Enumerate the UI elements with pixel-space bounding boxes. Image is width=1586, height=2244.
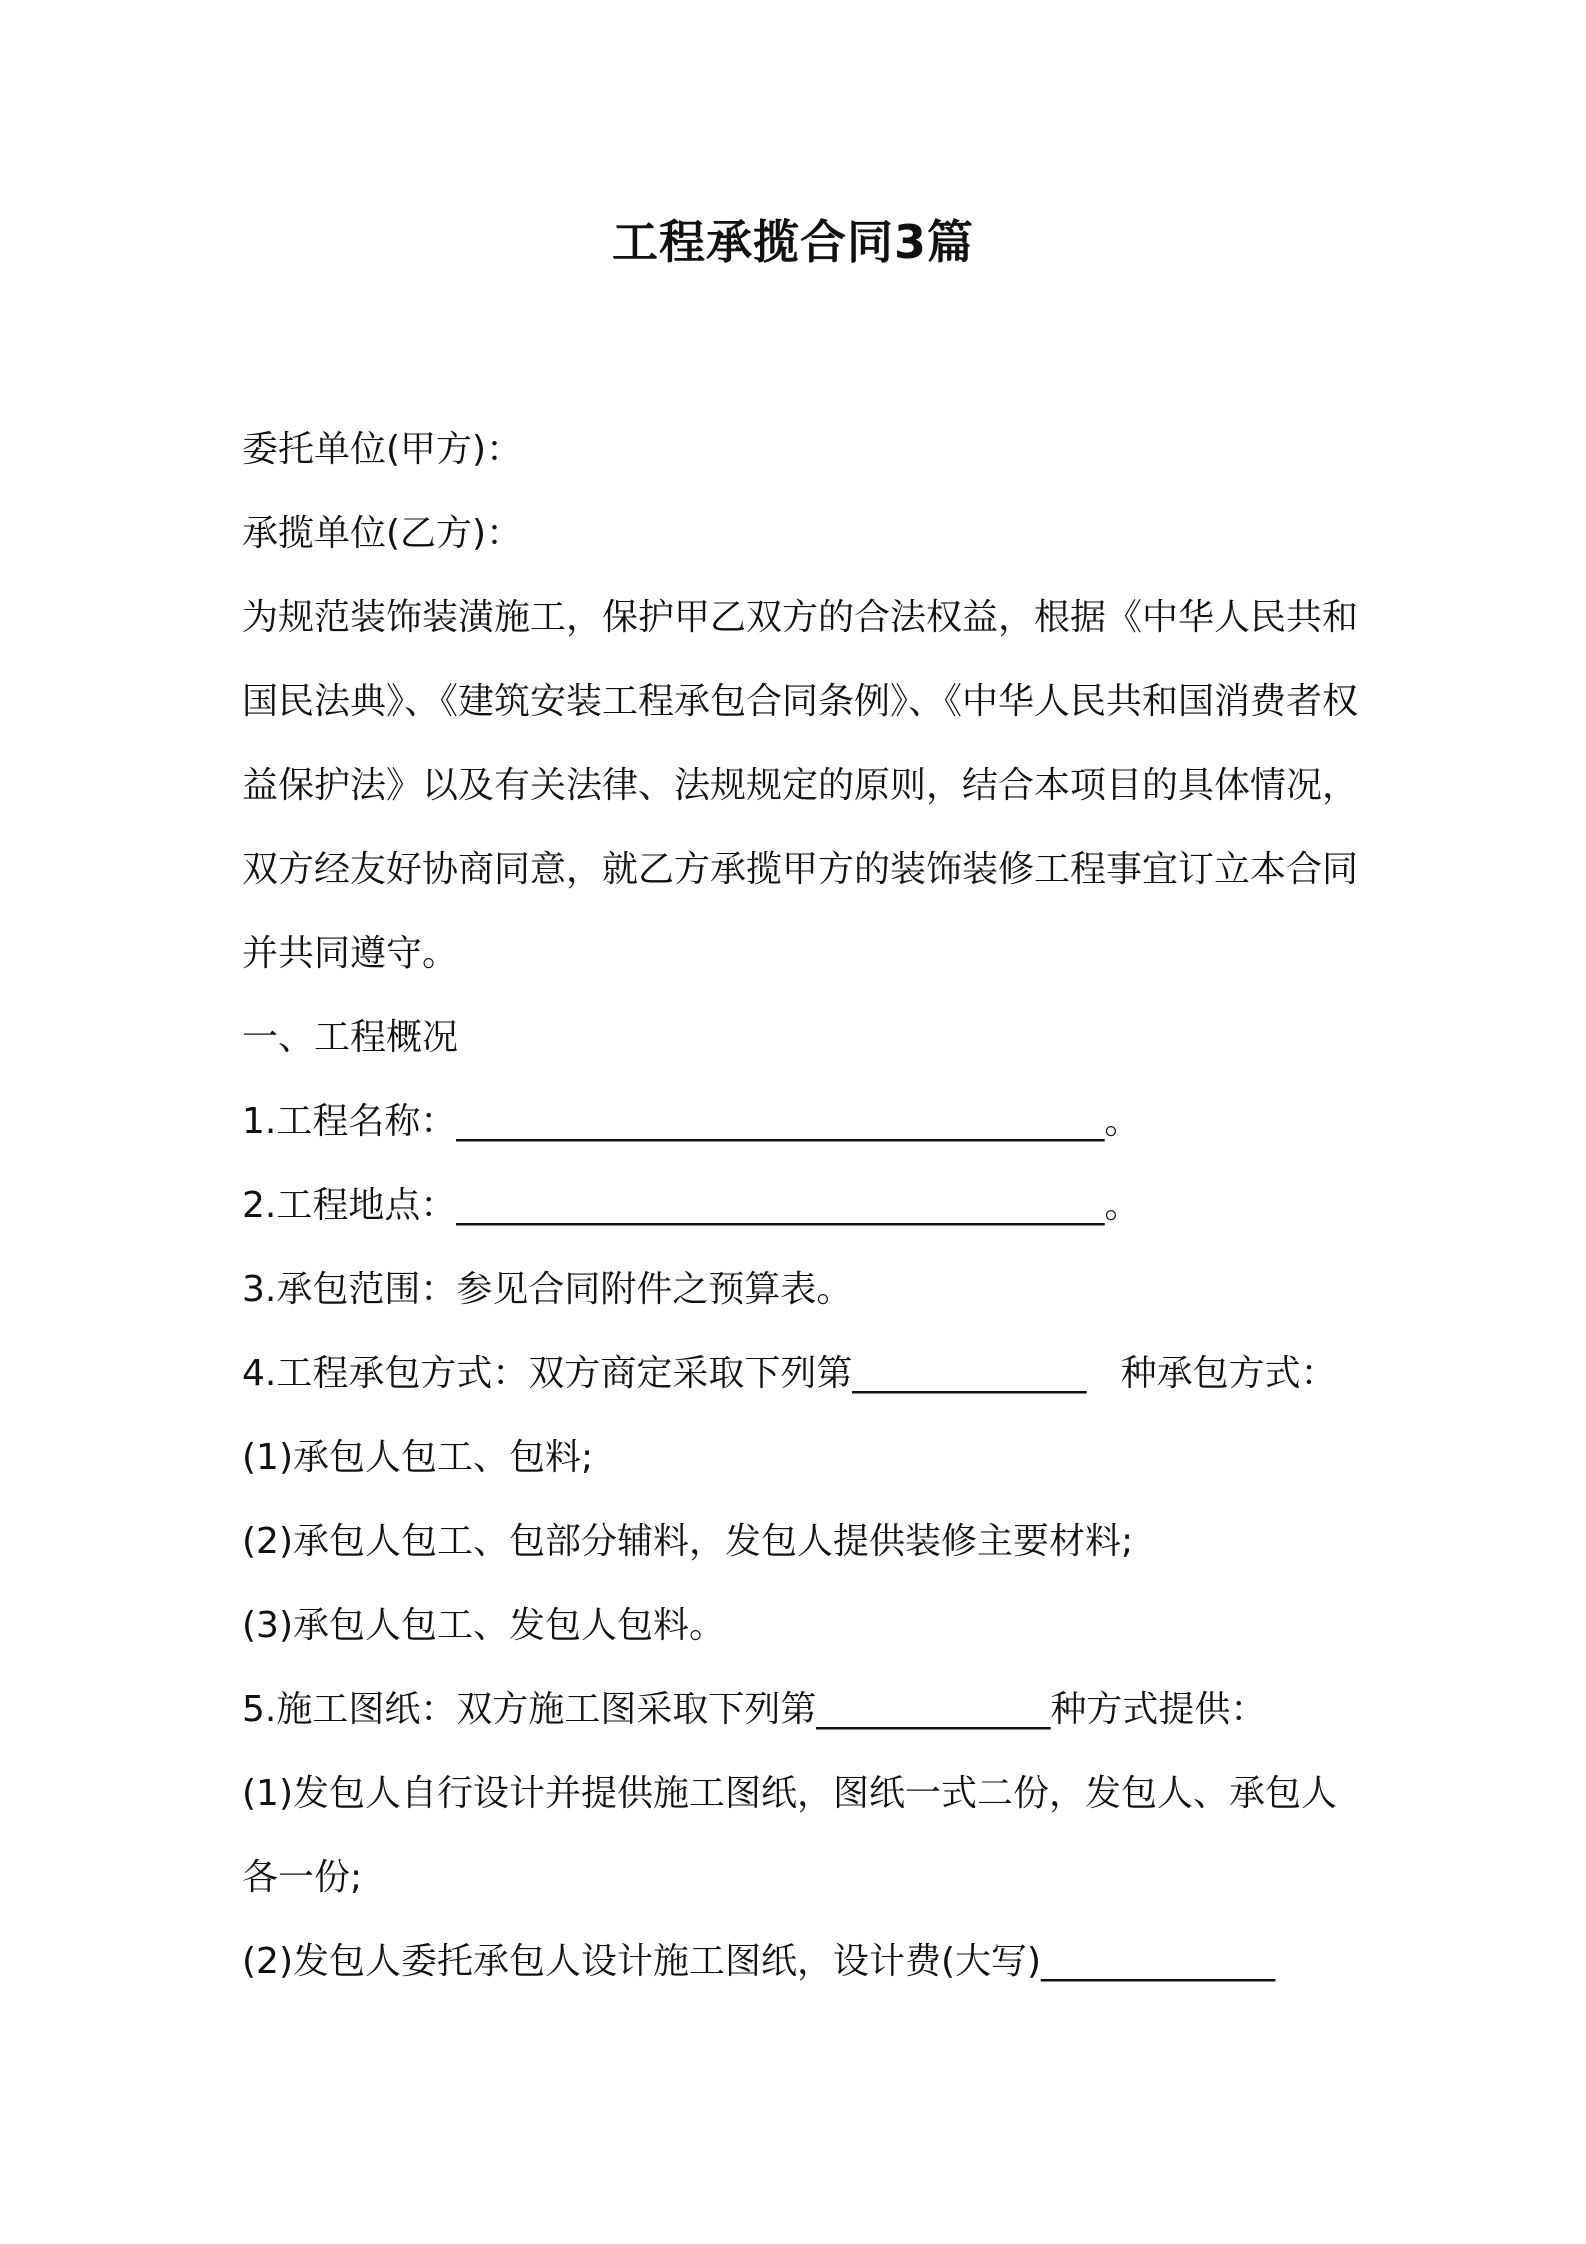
drawings-option-1: (1)发包人自行设计并提供施工图纸，图纸一式二份，发包人、承包人各一份; <box>242 1773 1337 1898</box>
clause-construction-drawings: 5.施工图纸：双方施工图采取下列第_____________种方式提供： <box>242 1689 1267 1730</box>
method-option-1: (1)承包人包工、包料; <box>242 1437 594 1478</box>
method-option-2: (2)承包人包工、包部分辅料，发包人提供装修主要材料; <box>242 1521 1134 1562</box>
clause-contract-scope: 3.承包范围：参见合同附件之预算表。 <box>242 1269 853 1310</box>
clause-project-location: 2.工程地点：____________________________________。 <box>242 1185 1141 1226</box>
clause-contract-method: 4.工程承包方式：双方商定采取下列第_____________ 种承包方式： <box>242 1353 1337 1394</box>
drawings-option-2: (2)发包人委托承包人设计施工图纸，设计费(大写)_____________ <box>242 1941 1276 1982</box>
document-body <box>242 408 1362 2004</box>
party-b-line: 承揽单位(乙方)： <box>242 513 523 554</box>
method-option-3: (3)承包人包工、发包人包料。 <box>242 1605 725 1646</box>
document-title: 工程承揽合同3篇 <box>611 215 974 269</box>
preamble-paragraph: 为规范装饰装潢施工，保护甲乙双方的合法权益，根据《中华人民共和国民法典》、《建筑安装工程承包合同条例》、《中华人民共和国消费者权益保护法》以及有关法律、法规规定的原则，结合本项目的具体情况，双方经友好协商同意，就乙方承揽甲方的装饰装修工程事宜订立本合同并共同遵守。 <box>242 597 1359 974</box>
section-heading-project-overview: 一、工程概况 <box>242 1017 459 1058</box>
clause-project-name: 1.工程名称：____________________________________。 <box>242 1101 1141 1142</box>
party-a-line: 委托单位(甲方)： <box>242 429 523 470</box>
